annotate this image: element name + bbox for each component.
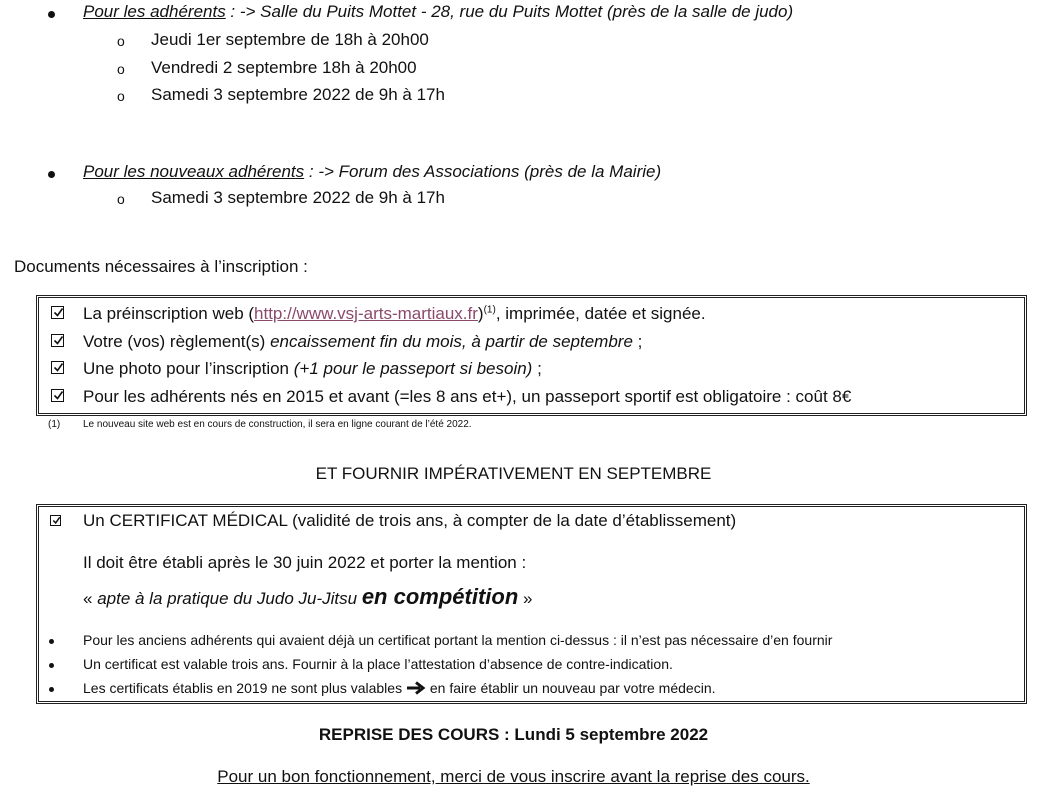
doc-item-3 (83, 359, 542, 379)
doc-item-3-suffix: ; (532, 359, 542, 378)
nouveaux-location: : -> Forum des Associations (près de la Mairie) (304, 162, 662, 181)
quote-bold: en compétition (361, 584, 519, 609)
nouveaux-date-1: Samedi 3 septembre 2022 de 9h à 17h (151, 188, 445, 207)
website-link[interactable]: http://www.vsj-arts-martiaux.fr (254, 304, 478, 323)
documents-title: Documents nécessaires à l’inscription : (14, 257, 308, 276)
certificat-note-3 (83, 680, 716, 698)
certificat-line1: Un CERTIFICAT MÉDICAL (validité de trois ans, à compter de la date d’établissement) (83, 511, 737, 530)
checkbox-checked-icon (51, 389, 64, 402)
checkbox-checked-icon (51, 334, 64, 347)
doc-item-1-prefix: La préinscription web ( (83, 304, 255, 323)
bullet-icon (49, 687, 54, 692)
footnote-text: Le nouveau site web est en cours de construction, il sera en ligne courant de l’été 2022. (83, 419, 472, 430)
note-3-suffix: en faire établir un nouveau par votre médecin. (425, 680, 716, 696)
adherents-label: Pour les adhérents (83, 2, 226, 21)
nouveaux-line (83, 162, 661, 182)
footnote-ref: (1) (483, 304, 496, 316)
bullet-icon (48, 171, 55, 178)
adherents-date-2: Vendredi 2 septembre 18h à 20h00 (151, 58, 417, 77)
doc-item-2-suffix: ; (632, 332, 643, 351)
certificat-note-2: Un certificat est valable trois ans. Fournir à la place l’attestation d’absence de contre-indication. (83, 656, 673, 672)
reprise-heading: REPRISE DES COURS : Lundi 5 septembre 2022 (318, 725, 709, 744)
right-arrow-icon (406, 681, 426, 698)
adherents-date-3: Samedi 3 septembre 2022 de 9h à 17h (151, 85, 445, 104)
checkbox-checked-icon (51, 306, 64, 319)
circle-bullet-icon: o (117, 191, 125, 207)
doc-item-1-close: ) (477, 304, 484, 323)
doc-item-3-prefix: Une photo pour l’inscription (83, 359, 294, 378)
circle-bullet-icon: o (117, 33, 125, 49)
quote-close: » (518, 589, 533, 608)
adherents-location: : -> Salle du Puits Mottet - 28, rue du Puits Mottet (près de la salle de judo) (225, 2, 794, 21)
doc-item-2 (83, 332, 642, 352)
doc-item-2-italic: encaissement fin du mois, à partir de septembre (270, 332, 633, 351)
doc-item-1 (83, 304, 706, 324)
september-heading: ET FOURNIR IMPÉRATIVEMENT EN SEPTEMBRE (315, 464, 712, 483)
footnote-mark: (1) (48, 419, 61, 430)
circle-bullet-icon: o (117, 61, 125, 77)
doc-item-3-italic: (+1 pour le passeport si besoin) (293, 359, 533, 378)
checkbox-checked-icon (50, 515, 61, 526)
checkbox-checked-icon (51, 361, 64, 374)
quote-open: « (83, 589, 98, 608)
adherents-date-1: Jeudi 1er septembre de 18h à 20h00 (151, 30, 429, 49)
circle-bullet-icon: o (117, 88, 125, 104)
quote-italic: apte à la pratique du Judo Ju-Jitsu (97, 589, 362, 608)
doc-item-1-suffix: , imprimée, datée et signée. (495, 304, 706, 323)
closing-text: Pour un bon fonctionnement, merci de vous inscrire avant la reprise des cours. (217, 767, 810, 786)
doc-item-2-prefix: Votre (vos) règlement(s) (83, 332, 271, 351)
certificat-note-1: Pour les anciens adhérents qui avaient déjà un certificat portant la mention ci-dessus : il n’est pas nécessaire d’en fournir (83, 632, 833, 648)
bullet-icon (49, 639, 54, 644)
doc-item-4: Pour les adhérents nés en 2015 et avant (=les 8 ans et+), un passeport sportif est obligatoire : coût 8€ (83, 387, 852, 406)
certificat-quote (83, 584, 532, 610)
bullet-icon (49, 663, 54, 668)
bullet-icon (48, 11, 55, 18)
certificat-line2: Il doit être établi après le 30 juin 2022 et porter la mention : (83, 553, 527, 572)
nouveaux-label: Pour les nouveaux adhérents (83, 162, 305, 181)
note-3-prefix: Les certificats établis en 2019 ne sont plus valables (83, 680, 406, 696)
adherents-line (83, 2, 793, 22)
